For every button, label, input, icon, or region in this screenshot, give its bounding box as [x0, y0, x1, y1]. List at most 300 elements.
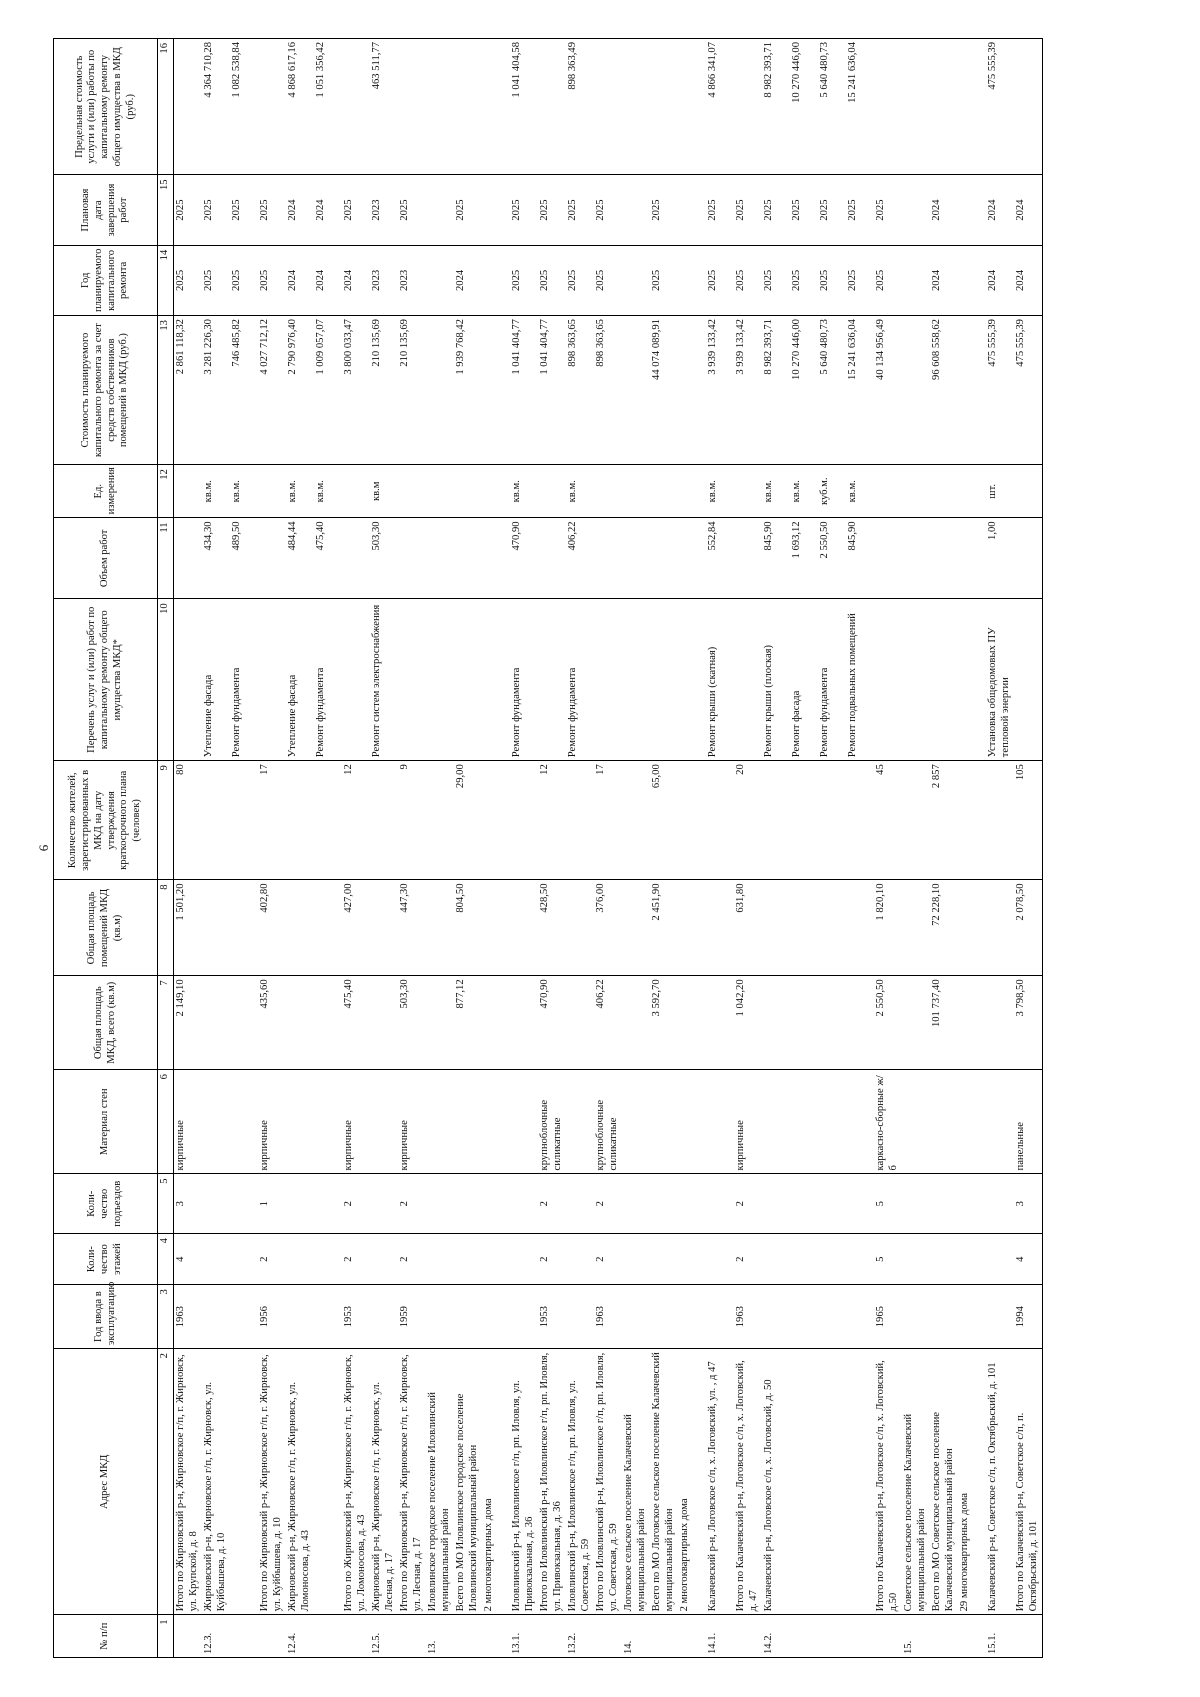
table-cell	[482, 175, 510, 245]
table-cell	[818, 976, 846, 1070]
table-cell	[426, 316, 454, 465]
table-cell: 3	[174, 1174, 203, 1234]
table-cell: шт.	[986, 465, 1014, 518]
table-cell	[958, 245, 986, 315]
table-cell	[258, 599, 286, 761]
column-number: 8	[158, 880, 174, 976]
column-header: Предельная стоимость услуги и (или) работы по капитальному ремонту общего имущества в МКД (руб.)	[54, 39, 158, 175]
table-cell	[958, 39, 986, 175]
column-header: Объем работ	[54, 518, 158, 599]
table-cell: 2	[594, 1174, 622, 1234]
table-cell: Ремонт фундамента	[230, 599, 258, 761]
table-cell: панельные	[1014, 1070, 1043, 1174]
table-cell	[538, 465, 566, 518]
table-cell: 475 555,39	[1014, 316, 1043, 465]
table-cell: 2025	[706, 175, 734, 245]
table-cell: 434,30	[202, 518, 230, 599]
table-cell: 877,12	[454, 976, 482, 1070]
table-cell: Ремонт фасада	[790, 599, 818, 761]
table-cell: 2025	[594, 245, 622, 315]
table-cell: 4	[1014, 1234, 1043, 1285]
table-cell: 2 857	[930, 761, 958, 880]
table-cell	[706, 761, 734, 880]
table-cell	[930, 1070, 958, 1174]
table-cell	[594, 599, 622, 761]
table-cell	[734, 518, 762, 599]
table-cell: 2025	[706, 245, 734, 315]
table-cell: 2025	[790, 245, 818, 315]
table-cell	[902, 39, 930, 175]
table-cell: Ремонт подвальных помещений	[846, 599, 874, 761]
table-cell	[678, 599, 706, 761]
table-cell	[678, 1070, 706, 1174]
table-cell	[706, 1234, 734, 1285]
table-row	[650, 39, 678, 1658]
table-cell	[650, 1070, 678, 1174]
table-cell	[426, 880, 454, 976]
table-cell: Итого по Иловлинский р-н, Иловлинское г/п, рп. Иловля, ул. Советская, д. 59	[594, 1349, 622, 1615]
table-cell	[398, 465, 426, 518]
table-cell: Иловлинский р-н, Иловлинское г/п, рп. Иловля, ул. Привокзальная, д. 36	[510, 1349, 538, 1615]
table-row	[818, 39, 846, 1658]
table-cell	[538, 39, 566, 175]
table-cell: 2025	[454, 175, 482, 245]
table-cell	[426, 465, 454, 518]
table-cell	[902, 976, 930, 1070]
table-cell: 1 501,20	[174, 880, 203, 976]
table-cell	[902, 316, 930, 465]
table-cell: кв.м.	[286, 465, 314, 518]
table-cell: 631,80	[734, 880, 762, 976]
table-cell	[846, 976, 874, 1070]
table-cell: Ремонт фундамента	[314, 599, 342, 761]
column-header: Плановая дата завершения работ	[54, 175, 158, 245]
table-cell	[286, 1234, 314, 1285]
table-cell: 898 363,65	[594, 316, 622, 465]
table-row	[202, 39, 230, 1658]
table-cell	[902, 518, 930, 599]
table-cell	[286, 880, 314, 976]
table-cell: 2025	[762, 175, 790, 245]
table-cell	[314, 1349, 342, 1615]
table-cell	[538, 599, 566, 761]
table-cell: 20	[734, 761, 762, 880]
table-cell	[706, 880, 734, 976]
table-cell: кв.м.	[566, 465, 594, 518]
table-cell: 2	[258, 1234, 286, 1285]
table-cell: 3 798,50	[1014, 976, 1043, 1070]
table-cell	[314, 1070, 342, 1174]
column-header: Стоимость планируемого капитального ремонта за счет средств собственников помещений в МКД (руб.)	[54, 316, 158, 465]
table-cell	[790, 761, 818, 880]
table-cell: 3	[1014, 1174, 1043, 1234]
table-row	[1014, 39, 1043, 1658]
table-cell	[650, 1174, 678, 1234]
table-cell: 898 363,65	[566, 316, 594, 465]
table-cell: 101 737,40	[930, 976, 958, 1070]
table-cell: 2024	[286, 175, 314, 245]
column-header: Адрес МКД	[54, 1349, 158, 1615]
column-header: Коли-чество подъездов	[54, 1174, 158, 1234]
table-cell: 1965	[874, 1285, 902, 1349]
table-cell: 463 511,77	[370, 39, 398, 175]
table-cell	[202, 880, 230, 976]
table-cell	[426, 175, 454, 245]
table-cell	[482, 976, 510, 1070]
table-cell: 2024	[1014, 245, 1043, 315]
table-cell: 2 550,50	[874, 976, 902, 1070]
table-cell	[482, 761, 510, 880]
table-row	[790, 39, 818, 1658]
column-number: 13	[158, 316, 174, 465]
table-cell: кирпичные	[342, 1070, 370, 1174]
table-cell	[762, 976, 790, 1070]
table-cell: кирпичные	[174, 1070, 203, 1174]
table-cell: 489,50	[230, 518, 258, 599]
column-number: 15	[158, 175, 174, 245]
table-cell	[846, 1234, 874, 1285]
table-cell	[314, 1285, 342, 1349]
column-number: 12	[158, 465, 174, 518]
table-cell	[902, 245, 930, 315]
table-cell: Иловлинский р-н, Иловлинское г/п, рп. Иловля, ул. Советская, д. 59	[566, 1349, 594, 1615]
table-cell: 2	[594, 1234, 622, 1285]
table-cell	[650, 599, 678, 761]
table-cell	[650, 1285, 678, 1349]
table-cell: 402,80	[258, 880, 286, 976]
table-cell: 1 082 538,84	[230, 39, 258, 175]
table-cell: Советское сельское поселение Калачевский муниципальный район	[902, 1349, 930, 1615]
table-cell: 1963	[174, 1285, 203, 1349]
table-cell: Утепление фасада	[286, 599, 314, 761]
table-cell	[454, 465, 482, 518]
table-cell	[230, 1070, 258, 1174]
table-row	[258, 39, 286, 1658]
table-cell	[202, 1174, 230, 1234]
table-cell: 210 135,69	[370, 316, 398, 465]
table-cell: Ремонт крыши (скатная)	[706, 599, 734, 761]
table-cell: 44 074 089,91	[650, 316, 678, 465]
table-row	[398, 39, 426, 1658]
table-cell: 2025	[650, 245, 678, 315]
table-cell: 2025	[230, 175, 258, 245]
table-cell	[622, 245, 650, 315]
table-cell	[958, 465, 986, 518]
table-cell: 15.1.	[986, 1615, 1014, 1658]
table-cell	[762, 880, 790, 976]
table-cell: 12	[342, 761, 370, 880]
table-cell	[986, 1070, 1014, 1174]
table-cell	[874, 599, 902, 761]
table-cell: 2 861 118,32	[174, 316, 203, 465]
table-cell: 13.1.	[510, 1615, 538, 1658]
table-cell: 2	[398, 1174, 426, 1234]
table-cell: Калачевский р-н, Логовское с/п, х. Логовский, ул. , д 47	[706, 1349, 734, 1615]
column-header: Коли-чество этажей	[54, 1234, 158, 1285]
table-cell	[454, 518, 482, 599]
table-row	[874, 39, 902, 1658]
table-cell	[370, 1234, 398, 1285]
table-cell: крупноблочные силикатные	[538, 1070, 566, 1174]
table-cell: 1,00	[986, 518, 1014, 599]
table-cell: 2024	[342, 245, 370, 315]
table-cell	[510, 1285, 538, 1349]
table-cell	[958, 599, 986, 761]
table-cell	[202, 1285, 230, 1349]
table-cell: 2023	[370, 245, 398, 315]
table-cell	[482, 1285, 510, 1349]
table-cell: 2023	[398, 245, 426, 315]
table-row	[594, 39, 622, 1658]
table-cell: 10 270 446,00	[790, 316, 818, 465]
table-cell: 2025	[734, 245, 762, 315]
table-cell	[846, 880, 874, 976]
table-cell	[594, 1615, 622, 1658]
table-cell: 65,00	[650, 761, 678, 880]
table-row	[902, 39, 930, 1658]
table-cell	[706, 976, 734, 1070]
table-cell	[482, 599, 510, 761]
table-cell: 2025	[874, 245, 902, 315]
table-cell: 4 364 710,28	[202, 39, 230, 175]
table-cell: 2 550,50	[818, 518, 846, 599]
table-cell: 2025	[258, 175, 286, 245]
table-cell	[650, 465, 678, 518]
table-cell: 2	[342, 1234, 370, 1285]
table-cell	[874, 518, 902, 599]
table-cell	[510, 880, 538, 976]
table-cell	[958, 1070, 986, 1174]
table-cell	[706, 1174, 734, 1234]
table-cell: 2025	[258, 245, 286, 315]
table-row	[538, 39, 566, 1658]
column-number: 14	[158, 245, 174, 315]
table-cell	[902, 465, 930, 518]
table-cell: 4	[174, 1234, 203, 1285]
table-cell: 45	[874, 761, 902, 880]
table-cell: 2025	[818, 245, 846, 315]
table-cell	[594, 39, 622, 175]
table-cell	[734, 599, 762, 761]
table-cell: 1 820,10	[874, 880, 902, 976]
table-cell	[230, 1174, 258, 1234]
table-cell	[174, 599, 203, 761]
table-cell	[342, 599, 370, 761]
table-cell	[930, 1285, 958, 1349]
table-cell	[398, 599, 426, 761]
table-cell	[174, 518, 203, 599]
table-cell	[678, 245, 706, 315]
table-cell	[762, 1070, 790, 1174]
column-number: 1	[158, 1615, 174, 1658]
table-cell	[846, 761, 874, 880]
table-cell: Ремонт фундамента	[566, 599, 594, 761]
table-cell: 2025	[818, 175, 846, 245]
table-cell	[762, 1174, 790, 1234]
table-cell	[174, 39, 203, 175]
table-cell: 3 939 133,42	[734, 316, 762, 465]
table-cell	[370, 1285, 398, 1349]
table-cell: 2025	[566, 245, 594, 315]
table-cell: кв.м.	[706, 465, 734, 518]
table-cell	[902, 599, 930, 761]
table-cell	[482, 1234, 510, 1285]
table-cell: 2025	[538, 175, 566, 245]
table-cell	[874, 1615, 902, 1658]
table-cell: Ремонт фундамента	[818, 599, 846, 761]
table-cell	[986, 1174, 1014, 1234]
table-cell	[342, 465, 370, 518]
table-cell	[930, 465, 958, 518]
table-cell	[566, 1285, 594, 1349]
table-cell: 2024	[314, 245, 342, 315]
column-header: Ед. измерения	[54, 465, 158, 518]
table-cell: каркасно-сборные ж/б	[874, 1070, 902, 1174]
table-cell	[622, 1070, 650, 1174]
table-cell	[734, 465, 762, 518]
table-cell	[790, 1349, 818, 1615]
table-cell: Калачевский р-н, Советское с/п, п. Октябрьский, д. 101	[986, 1349, 1014, 1615]
table-cell: 14.2.	[762, 1615, 790, 1658]
table-cell	[426, 39, 454, 175]
table-cell: 12.4.	[286, 1615, 314, 1658]
table-cell: 503,30	[398, 976, 426, 1070]
table-cell	[426, 245, 454, 315]
table-cell	[958, 175, 986, 245]
table-cell: 3 800 033,47	[342, 316, 370, 465]
table-cell: 12	[538, 761, 566, 880]
table-cell: кв.м.	[510, 465, 538, 518]
table-cell	[426, 761, 454, 880]
table-row	[314, 39, 342, 1658]
table-cell: 428,50	[538, 880, 566, 976]
table-cell: 1953	[342, 1285, 370, 1349]
table-cell: 475 555,39	[986, 316, 1014, 465]
table-cell	[622, 175, 650, 245]
table-cell	[566, 880, 594, 976]
table-cell: 2025	[342, 175, 370, 245]
table-cell: 14.	[622, 1615, 650, 1658]
table-cell	[370, 1070, 398, 1174]
table-cell: 12.5.	[370, 1615, 398, 1658]
column-header: Материал стен	[54, 1070, 158, 1174]
table-cell: 3 592,70	[650, 976, 678, 1070]
table-cell: 2025	[174, 175, 203, 245]
table-cell: 552,84	[706, 518, 734, 599]
table-cell: Ремонт фундамента	[510, 599, 538, 761]
table-cell: 5 640 480,73	[818, 39, 846, 175]
table-cell	[1014, 518, 1043, 599]
table-cell	[622, 1174, 650, 1234]
table-cell: 898 363,49	[566, 39, 594, 175]
table-cell	[930, 518, 958, 599]
table-cell	[678, 1234, 706, 1285]
page-number: 6	[36, 844, 51, 852]
table-cell	[958, 316, 986, 465]
table-cell	[482, 1070, 510, 1174]
table-cell	[538, 1615, 566, 1658]
table-cell: 5	[874, 1234, 902, 1285]
table-cell: Итого по Жирновский р-н, Жирновское г/п, г. Жирновск, ул. Лесная, д. 17	[398, 1349, 426, 1615]
table-cell	[482, 518, 510, 599]
table-row	[370, 39, 398, 1658]
rotated-page	[35, 38, 1165, 1658]
table-cell	[678, 175, 706, 245]
table-cell	[762, 1285, 790, 1349]
table-cell: Ремонт систем электроснабжения	[370, 599, 398, 761]
table-cell: 376,00	[594, 880, 622, 976]
table-cell	[734, 39, 762, 175]
column-header: Год ввода в эксплуатацию	[54, 1285, 158, 1349]
table-cell	[314, 761, 342, 880]
table-cell	[818, 880, 846, 976]
column-header: Общая площадь МКД, всего (кв.м)	[54, 976, 158, 1070]
table-cell	[958, 1174, 986, 1234]
table-cell: 406,22	[566, 518, 594, 599]
table-cell	[902, 175, 930, 245]
table-cell: 2	[398, 1234, 426, 1285]
table-cell	[622, 599, 650, 761]
table-cell	[650, 1234, 678, 1285]
table-cell	[314, 1234, 342, 1285]
column-number: 10	[158, 599, 174, 761]
table-cell	[930, 599, 958, 761]
table-cell	[482, 245, 510, 315]
table-cell	[370, 976, 398, 1070]
table-cell: 29 многоквартирных дома	[958, 1349, 986, 1615]
column-number: 7	[158, 976, 174, 1070]
table-row	[482, 39, 510, 1658]
table-cell	[510, 1070, 538, 1174]
table-cell	[650, 518, 678, 599]
column-number-row	[158, 39, 174, 1658]
table-cell	[230, 1234, 258, 1285]
table-cell	[454, 1070, 482, 1174]
table-cell	[370, 880, 398, 976]
column-number: 4	[158, 1234, 174, 1285]
table-cell	[930, 39, 958, 175]
table-cell: 3 939 133,42	[706, 316, 734, 465]
table-cell	[622, 976, 650, 1070]
table-cell: 13.	[426, 1615, 454, 1658]
table-cell	[426, 518, 454, 599]
table-cell: Жирновский р-н, Жирновское г/п, г. Жирновск, ул. Ломоносова, д. 43	[286, 1349, 314, 1615]
table-cell	[622, 465, 650, 518]
table-cell	[482, 1174, 510, 1234]
table-cell	[398, 518, 426, 599]
table-cell	[790, 1615, 818, 1658]
table-cell	[286, 761, 314, 880]
table-row	[762, 39, 790, 1658]
column-number: 3	[158, 1285, 174, 1349]
table-cell: 475,40	[342, 976, 370, 1070]
table-cell: 15 241 636,04	[846, 39, 874, 175]
table-cell	[678, 1615, 706, 1658]
column-number: 11	[158, 518, 174, 599]
table-cell	[342, 518, 370, 599]
table-cell	[1014, 465, 1043, 518]
table-cell: 2 078,50	[1014, 880, 1043, 976]
table-cell	[482, 39, 510, 175]
table-cell: 2	[734, 1234, 762, 1285]
table-row	[566, 39, 594, 1658]
table-cell: Итого по Калачевский р-н, Логовское с/п, х. Логовский, д. 47	[734, 1349, 762, 1615]
table-cell	[874, 39, 902, 175]
table-cell	[846, 1349, 874, 1615]
table-cell: Итого по Жирновский р-н, Жирновское г/п, г. Жирновск, ул. Крупской, д. 8	[174, 1349, 203, 1615]
table-cell: Установка общедомовых ПУ тепловой энергии	[986, 599, 1014, 761]
table-cell: 4 868 617,16	[286, 39, 314, 175]
